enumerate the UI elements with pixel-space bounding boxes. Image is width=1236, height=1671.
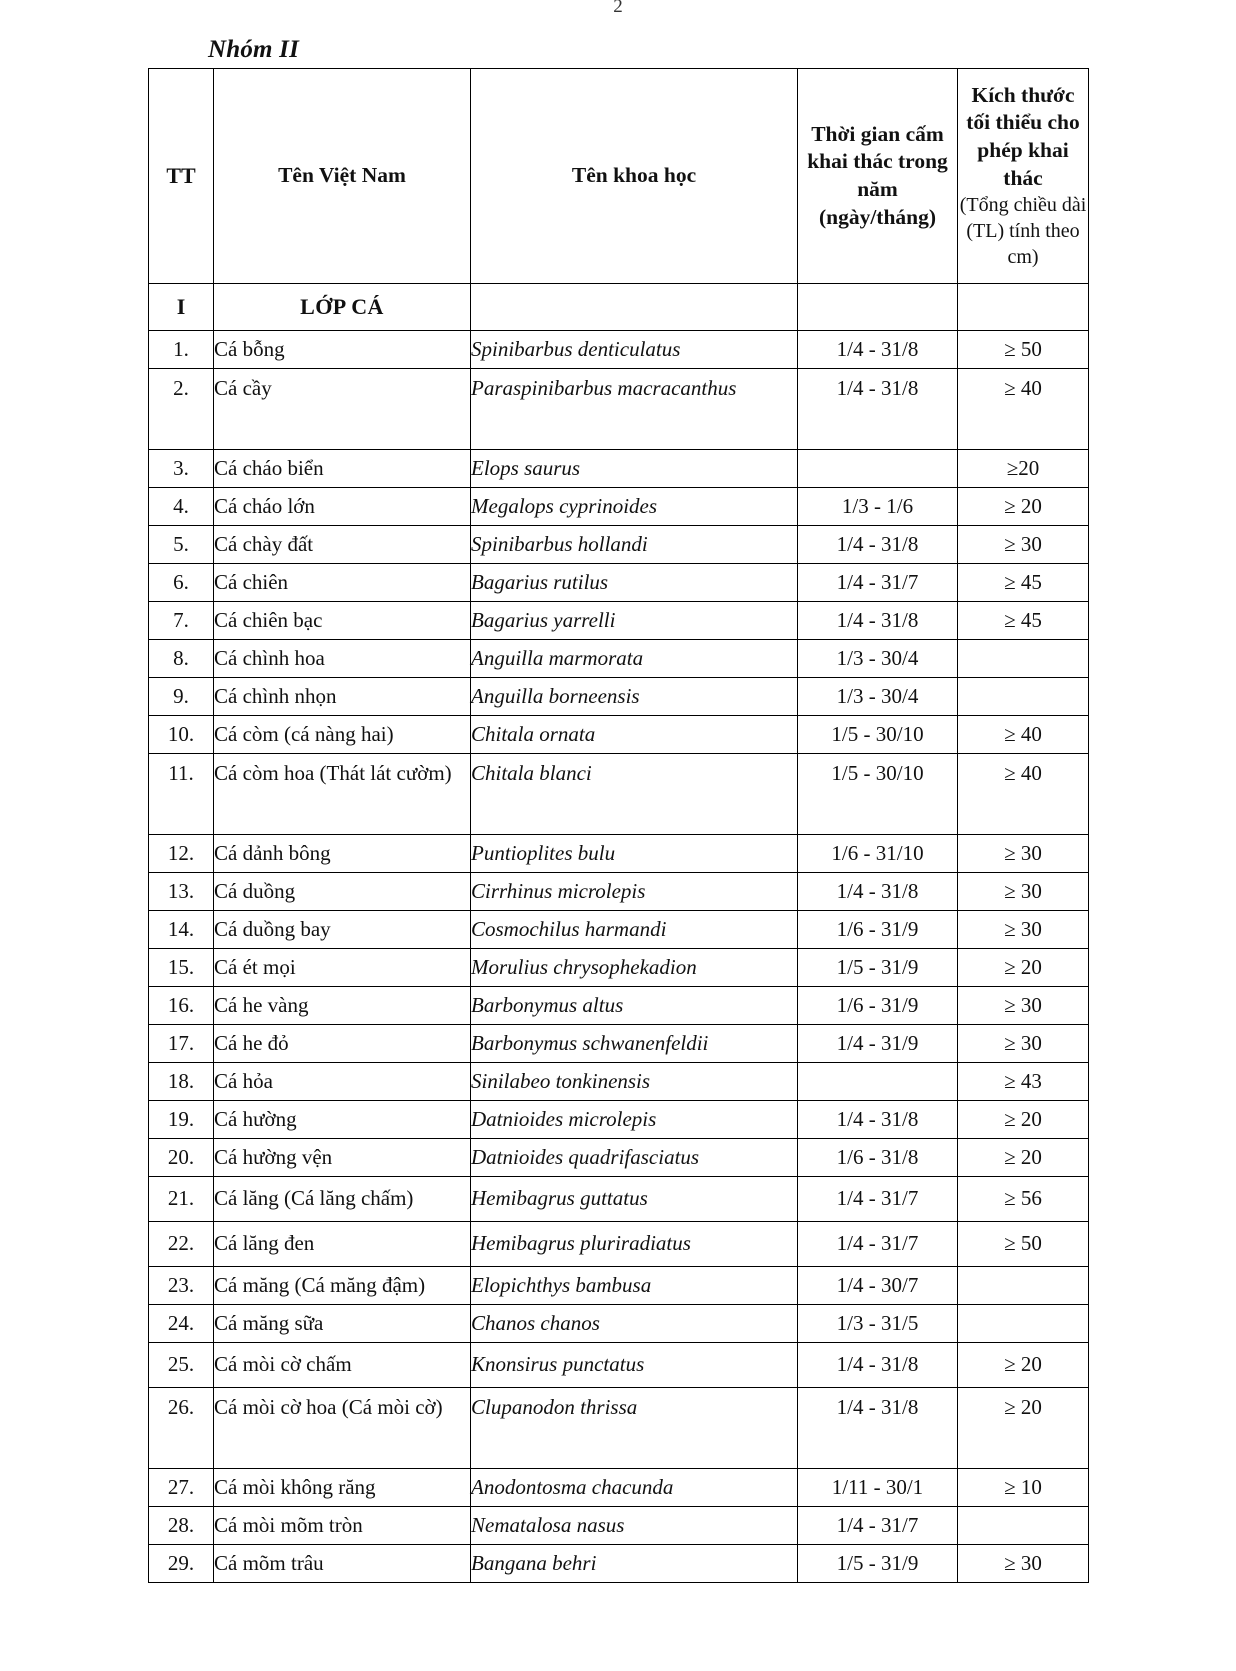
cell-tt: 24. (149, 1305, 214, 1343)
cell-closed-season: 1/6 - 31/10 (798, 835, 958, 873)
table-body (149, 284, 1089, 1583)
header-closed-season: Thời gian cấm khai thác trong năm (ngày/tháng) (798, 69, 958, 284)
table-row (149, 1101, 1089, 1139)
cell-scientific-name: Nematalosa nasus (471, 1507, 798, 1545)
table-row (149, 1343, 1089, 1388)
table-row (149, 1139, 1089, 1177)
cell-tt: 22. (149, 1222, 214, 1267)
cell-min-size: ≥20 (958, 450, 1089, 488)
table-row (149, 488, 1089, 526)
cell-tt: 11. (149, 754, 214, 835)
cell-scientific-name: Chitala blanci (471, 754, 798, 835)
cell-vietnamese-name: Cá hỏa (214, 1063, 471, 1101)
cell-closed-season: 1/4 - 31/8 (798, 1343, 958, 1388)
cell-min-size: ≥ 45 (958, 602, 1089, 640)
cell-closed-season: 1/4 - 30/7 (798, 1267, 958, 1305)
cell-scientific-name: Spinibarbus hollandi (471, 526, 798, 564)
cell-vietnamese-name: Cá còm hoa (Thát lát cườm) (214, 754, 471, 835)
cell-scientific-name: Puntioplites bulu (471, 835, 798, 873)
cell-closed-season: 1/6 - 31/9 (798, 987, 958, 1025)
cell-min-size (958, 640, 1089, 678)
header-vietnamese-name: Tên Việt Nam (214, 69, 471, 284)
cell-min-size: ≥ 20 (958, 1343, 1089, 1388)
cell-min-size: ≥ 50 (958, 331, 1089, 369)
cell-tt: 4. (149, 488, 214, 526)
table-row (149, 1545, 1089, 1583)
header-min-size (958, 69, 1089, 284)
table-row (149, 602, 1089, 640)
cell-vietnamese-name: Cá mòi không răng (214, 1469, 471, 1507)
cell-closed-season: 1/4 - 31/7 (798, 564, 958, 602)
cell-tt: 3. (149, 450, 214, 488)
cell-scientific-name: Bagarius yarrelli (471, 602, 798, 640)
cell-vietnamese-name: Cá lăng đen (214, 1222, 471, 1267)
table-row (149, 1267, 1089, 1305)
cell-scientific-name: Chitala ornata (471, 716, 798, 754)
cell-scientific-name: Bagarius rutilus (471, 564, 798, 602)
cell-min-size (958, 678, 1089, 716)
cell-min-size (958, 1507, 1089, 1545)
section-row (149, 284, 1089, 331)
header-tt: TT (149, 69, 214, 284)
cell-min-size (958, 1305, 1089, 1343)
cell-tt: 1. (149, 331, 214, 369)
cell-scientific-name: Anodontosma chacunda (471, 1469, 798, 1507)
cell-vietnamese-name: Cá ét mọi (214, 949, 471, 987)
cell-min-size: ≥ 30 (958, 1545, 1089, 1583)
table-row (149, 873, 1089, 911)
cell-closed-season: 1/5 - 31/9 (798, 1545, 958, 1583)
cell-tt: 20. (149, 1139, 214, 1177)
table-row (149, 949, 1089, 987)
table-row (149, 835, 1089, 873)
header-min-size-bold: Kích thước tối thiểu cho phép khai thác (966, 82, 1080, 190)
cell-tt: 8. (149, 640, 214, 678)
cell-scientific-name: Clupanodon thrissa (471, 1388, 798, 1469)
table-header (149, 69, 1089, 284)
cell-closed-season: 1/4 - 31/8 (798, 526, 958, 564)
cell-scientific-name: Barbonymus schwanenfeldii (471, 1025, 798, 1063)
cell-vietnamese-name: Cá he đỏ (214, 1025, 471, 1063)
cell-vietnamese-name: Cá he vàng (214, 987, 471, 1025)
cell-min-size: ≥ 56 (958, 1177, 1089, 1222)
table-row (149, 1507, 1089, 1545)
page-number: 2 (613, 0, 623, 17)
cell-closed-season: 1/4 - 31/7 (798, 1222, 958, 1267)
cell-vietnamese-name: Cá chình hoa (214, 640, 471, 678)
cell-tt: 27. (149, 1469, 214, 1507)
cell-closed-season: 1/11 - 30/1 (798, 1469, 958, 1507)
cell-tt: 12. (149, 835, 214, 873)
table-row (149, 526, 1089, 564)
cell-closed-season: 1/4 - 31/8 (798, 1388, 958, 1469)
cell-vietnamese-name: Cá chiên bạc (214, 602, 471, 640)
header-scientific-name: Tên khoa học (471, 69, 798, 284)
cell-scientific-name: Spinibarbus denticulatus (471, 331, 798, 369)
cell-vietnamese-name: Cá bỗng (214, 331, 471, 369)
cell-min-size: ≥ 20 (958, 1139, 1089, 1177)
cell-tt: 25. (149, 1343, 214, 1388)
cell-closed-season: 1/4 - 31/8 (798, 331, 958, 369)
cell-vietnamese-name: Cá măng (Cá măng đậm) (214, 1267, 471, 1305)
cell-closed-season: 1/3 - 1/6 (798, 488, 958, 526)
cell-min-size: ≥ 20 (958, 1101, 1089, 1139)
cell-tt: 15. (149, 949, 214, 987)
cell-closed-season: 1/3 - 31/5 (798, 1305, 958, 1343)
cell-scientific-name: Knonsirus punctatus (471, 1343, 798, 1388)
cell-vietnamese-name: Cá chiên (214, 564, 471, 602)
cell-min-size: ≥ 20 (958, 1388, 1089, 1469)
cell-tt: 16. (149, 987, 214, 1025)
cell-vietnamese-name: Cá lăng (Cá lăng chấm) (214, 1177, 471, 1222)
cell-tt: 7. (149, 602, 214, 640)
cell-closed-season: 1/4 - 31/8 (798, 369, 958, 450)
cell-vietnamese-name: Cá chày đất (214, 526, 471, 564)
table-row (149, 450, 1089, 488)
cell-tt: 29. (149, 1545, 214, 1583)
cell-closed-season: 1/3 - 30/4 (798, 640, 958, 678)
cell-min-size: ≥ 30 (958, 1025, 1089, 1063)
table-row (149, 1305, 1089, 1343)
cell-closed-season: 1/4 - 31/8 (798, 602, 958, 640)
cell-vietnamese-name: Cá hường vện (214, 1139, 471, 1177)
table-row (149, 716, 1089, 754)
table-row (149, 1222, 1089, 1267)
cell-tt: 17. (149, 1025, 214, 1063)
cell-tt: 19. (149, 1101, 214, 1139)
table-row (149, 911, 1089, 949)
cell-scientific-name: Paraspinibarbus macracanthus (471, 369, 798, 450)
group-heading: Nhóm II (208, 36, 300, 63)
cell-min-size: ≥ 40 (958, 369, 1089, 450)
cell-min-size: ≥ 30 (958, 835, 1089, 873)
cell-scientific-name: Hemibagrus pluriradiatus (471, 1222, 798, 1267)
cell-closed-season: 1/6 - 31/9 (798, 911, 958, 949)
cell-tt: 10. (149, 716, 214, 754)
cell-tt: 28. (149, 1507, 214, 1545)
cell-min-size: ≥ 50 (958, 1222, 1089, 1267)
cell-tt: 26. (149, 1388, 214, 1469)
cell-min-size: ≥ 20 (958, 949, 1089, 987)
cell-tt: 6. (149, 564, 214, 602)
cell-tt: 13. (149, 873, 214, 911)
cell-scientific-name: Bangana behri (471, 1545, 798, 1583)
table-row (149, 1063, 1089, 1101)
cell-scientific-name: Cirrhinus microlepis (471, 873, 798, 911)
cell-min-size: ≥ 30 (958, 911, 1089, 949)
cell-vietnamese-name: Cá cầy (214, 369, 471, 450)
cell-tt: 2. (149, 369, 214, 450)
cell-min-size: ≥ 43 (958, 1063, 1089, 1101)
table-row (149, 1469, 1089, 1507)
section-empty-time (798, 284, 958, 331)
cell-closed-season: 1/6 - 31/8 (798, 1139, 958, 1177)
cell-scientific-name: Megalops cyprinoides (471, 488, 798, 526)
cell-min-size (958, 1267, 1089, 1305)
section-label: LỚP CÁ (214, 284, 471, 331)
cell-scientific-name: Anguilla marmorata (471, 640, 798, 678)
cell-vietnamese-name: Cá măng sữa (214, 1305, 471, 1343)
cell-min-size: ≥ 40 (958, 754, 1089, 835)
cell-vietnamese-name: Cá hường (214, 1101, 471, 1139)
species-table (148, 68, 1089, 1583)
header-row (149, 69, 1089, 284)
table-row (149, 1025, 1089, 1063)
section-empty-size (958, 284, 1089, 331)
cell-closed-season: 1/4 - 31/7 (798, 1507, 958, 1545)
cell-tt: 18. (149, 1063, 214, 1101)
table-row (149, 1388, 1089, 1469)
table-row (149, 640, 1089, 678)
table-row (149, 987, 1089, 1025)
cell-closed-season: 1/3 - 30/4 (798, 678, 958, 716)
cell-vietnamese-name: Cá chình nhọn (214, 678, 471, 716)
cell-closed-season: 1/5 - 31/9 (798, 949, 958, 987)
section-empty-sci (471, 284, 798, 331)
cell-scientific-name: Elops saurus (471, 450, 798, 488)
cell-closed-season (798, 450, 958, 488)
cell-vietnamese-name: Cá duồng (214, 873, 471, 911)
cell-scientific-name: Cosmochilus harmandi (471, 911, 798, 949)
cell-vietnamese-name: Cá duồng bay (214, 911, 471, 949)
cell-scientific-name: Datnioides microlepis (471, 1101, 798, 1139)
cell-tt: 23. (149, 1267, 214, 1305)
cell-closed-season: 1/4 - 31/8 (798, 1101, 958, 1139)
cell-vietnamese-name: Cá còm (cá nàng hai) (214, 716, 471, 754)
cell-closed-season: 1/4 - 31/8 (798, 873, 958, 911)
species-table-container (148, 68, 1088, 1583)
table-row (149, 331, 1089, 369)
cell-closed-season: 1/5 - 30/10 (798, 716, 958, 754)
table-row (149, 678, 1089, 716)
cell-closed-season: 1/4 - 31/7 (798, 1177, 958, 1222)
cell-vietnamese-name: Cá mõm trâu (214, 1545, 471, 1583)
cell-scientific-name: Morulius chrysophekadion (471, 949, 798, 987)
cell-tt: 14. (149, 911, 214, 949)
cell-min-size: ≥ 30 (958, 873, 1089, 911)
cell-vietnamese-name: Cá mòi cờ hoa (Cá mòi cờ) (214, 1388, 471, 1469)
cell-min-size: ≥ 10 (958, 1469, 1089, 1507)
cell-closed-season: 1/4 - 31/9 (798, 1025, 958, 1063)
cell-tt: 5. (149, 526, 214, 564)
cell-closed-season: 1/5 - 30/10 (798, 754, 958, 835)
cell-scientific-name: Elopichthys bambusa (471, 1267, 798, 1305)
cell-min-size: ≥ 30 (958, 987, 1089, 1025)
cell-vietnamese-name: Cá cháo biển (214, 450, 471, 488)
cell-min-size: ≥ 30 (958, 526, 1089, 564)
cell-vietnamese-name: Cá mòi mõm tròn (214, 1507, 471, 1545)
cell-min-size: ≥ 20 (958, 488, 1089, 526)
cell-scientific-name: Anguilla borneensis (471, 678, 798, 716)
cell-min-size: ≥ 40 (958, 716, 1089, 754)
cell-closed-season (798, 1063, 958, 1101)
cell-scientific-name: Barbonymus altus (471, 987, 798, 1025)
table-row (149, 754, 1089, 835)
cell-vietnamese-name: Cá dảnh bông (214, 835, 471, 873)
cell-tt: 9. (149, 678, 214, 716)
table-row (149, 1177, 1089, 1222)
table-row (149, 564, 1089, 602)
cell-scientific-name: Datnioides quadrifasciatus (471, 1139, 798, 1177)
table-row (149, 369, 1089, 450)
cell-min-size: ≥ 45 (958, 564, 1089, 602)
cell-tt: 21. (149, 1177, 214, 1222)
cell-scientific-name: Chanos chanos (471, 1305, 798, 1343)
header-min-size-sub: (Tổng chiều dài (TL) tính theo cm) (959, 194, 1087, 269)
cell-scientific-name: Hemibagrus guttatus (471, 1177, 798, 1222)
cell-vietnamese-name: Cá mòi cờ chấm (214, 1343, 471, 1388)
section-numeral: I (149, 284, 214, 331)
cell-scientific-name: Sinilabeo tonkinensis (471, 1063, 798, 1101)
cell-vietnamese-name: Cá cháo lớn (214, 488, 471, 526)
